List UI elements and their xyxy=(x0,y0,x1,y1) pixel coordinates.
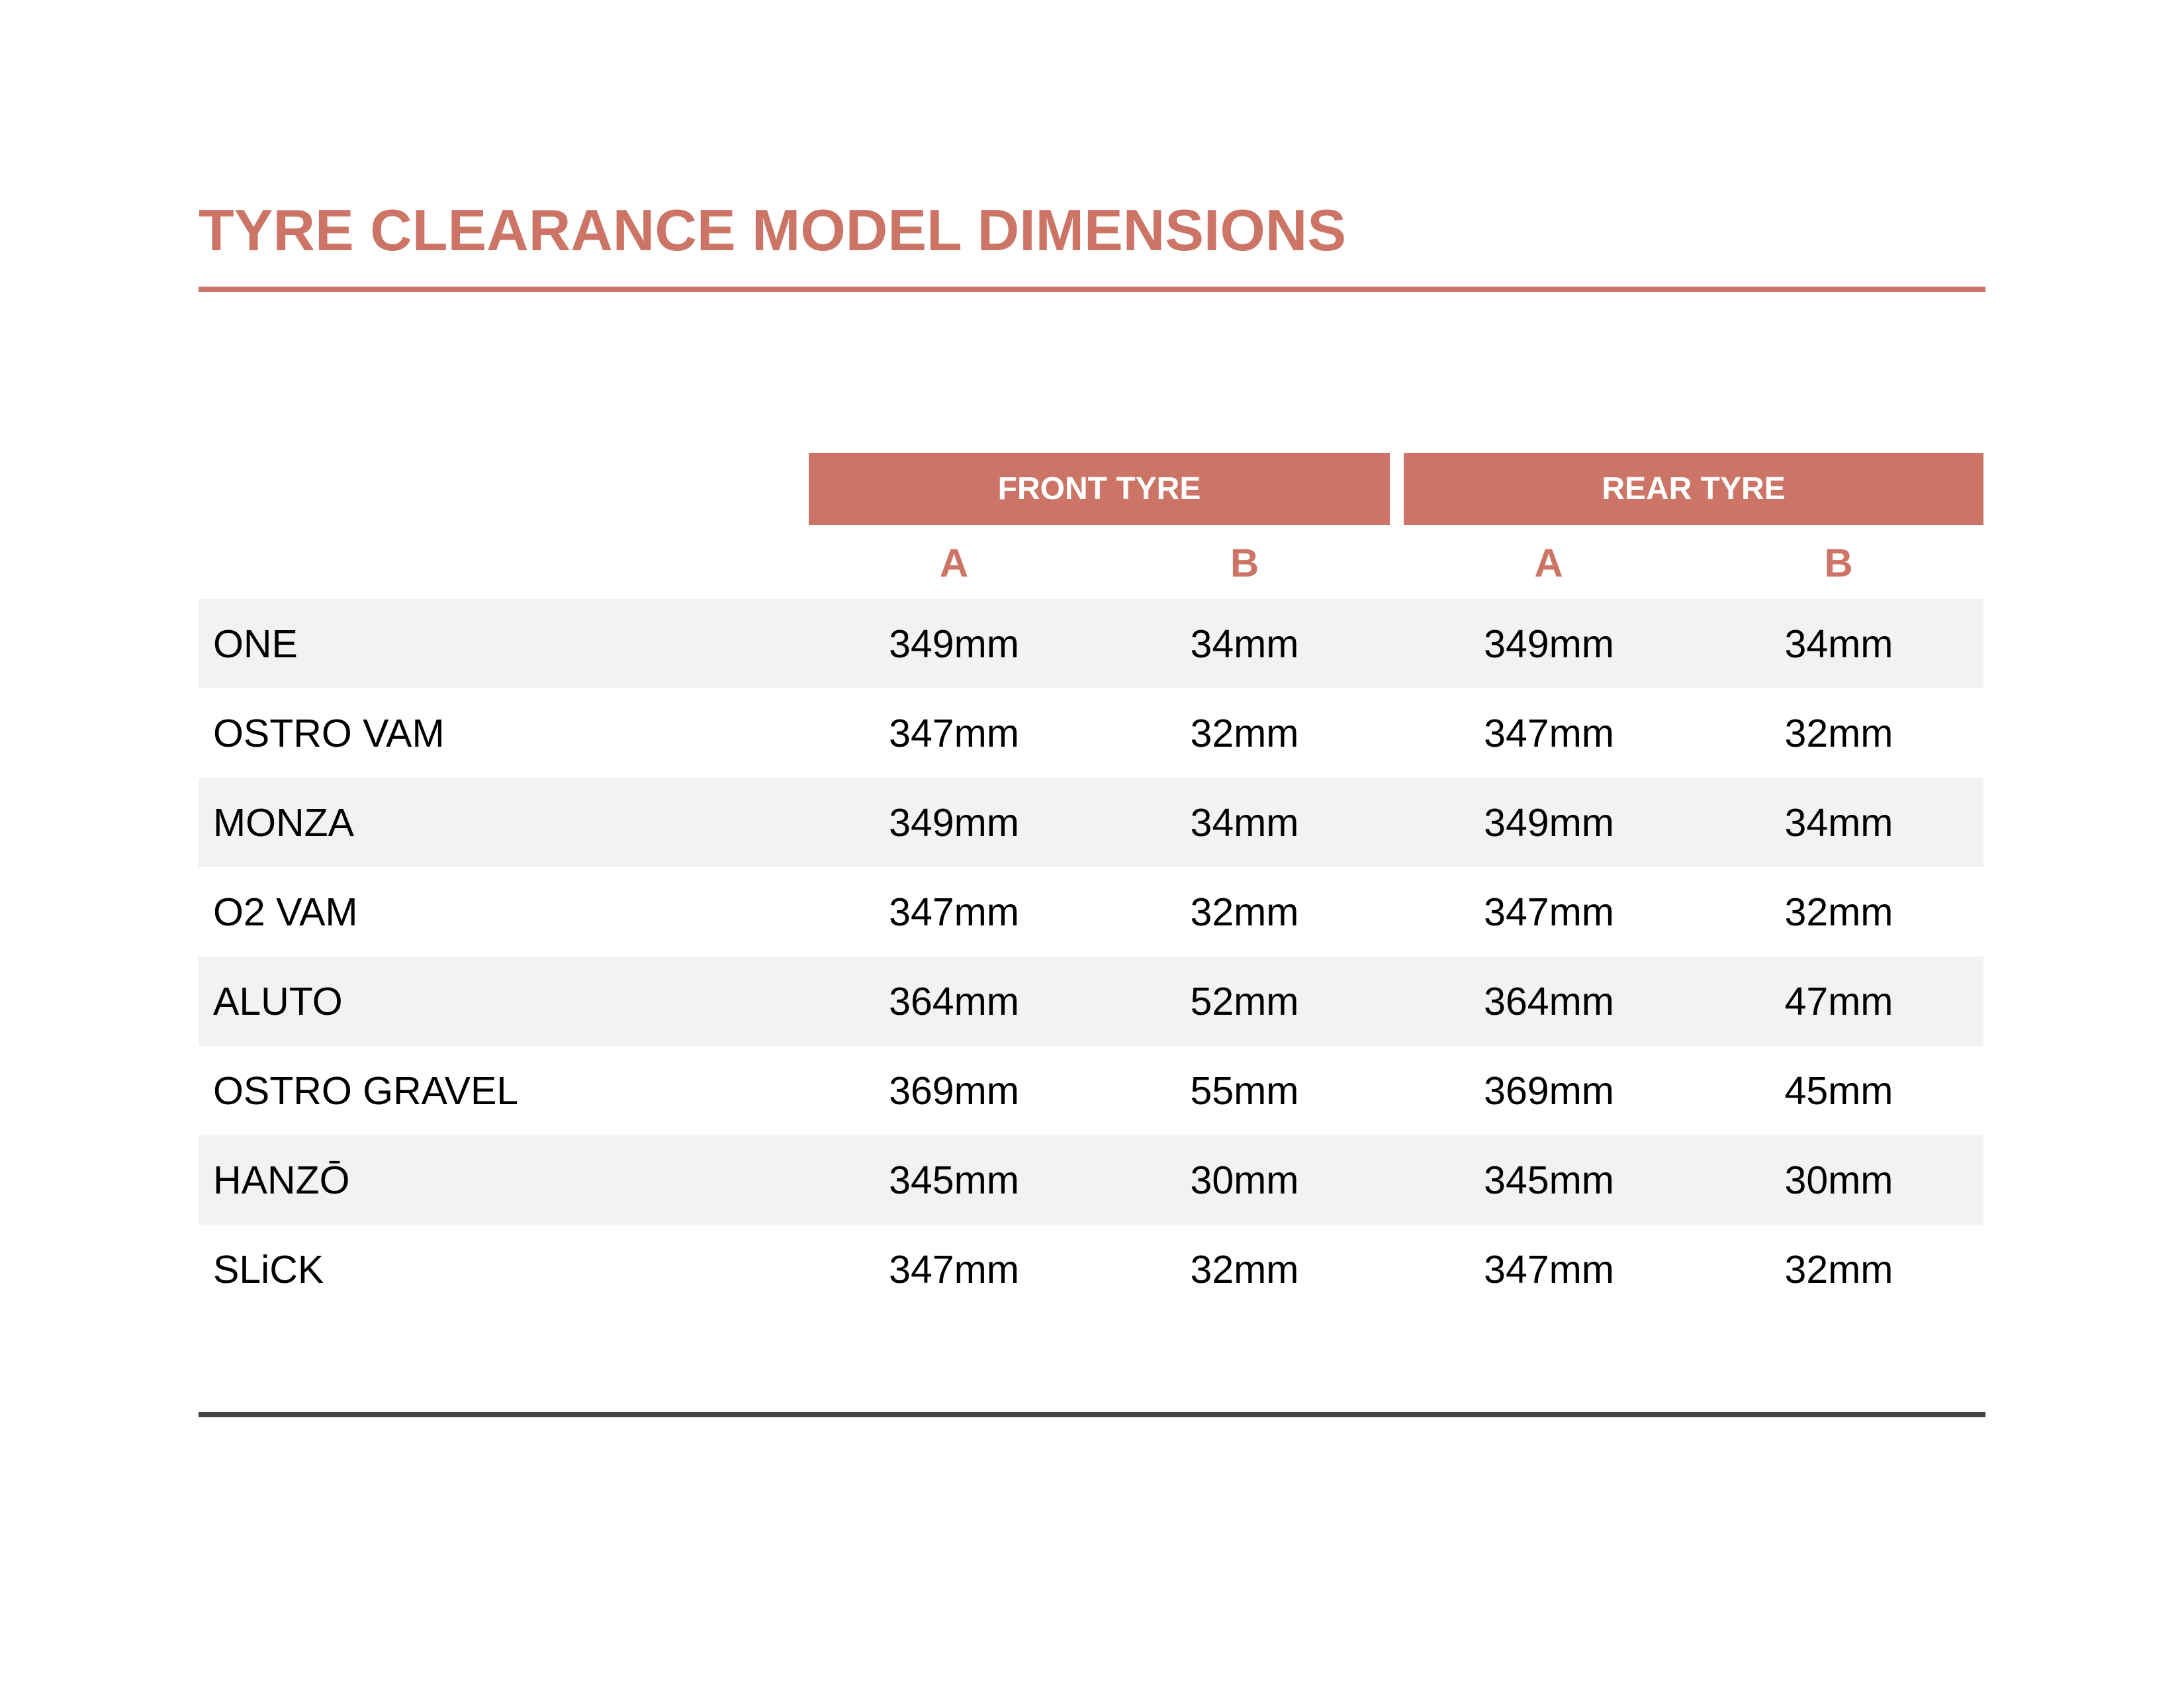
front-b-cell: 34mm xyxy=(1190,800,1299,845)
page-title: TYRE CLEARANCE MODEL DIMENSIONS xyxy=(199,197,1347,263)
table-row xyxy=(199,688,1983,778)
model-name-cell: ONE xyxy=(213,622,298,666)
rear-b-cell: 30mm xyxy=(1784,1158,1893,1202)
front-a-cell: 349mm xyxy=(889,800,1019,845)
rear-a-cell: 349mm xyxy=(1484,622,1614,666)
front-b-cell: 32mm xyxy=(1190,711,1299,755)
table-row xyxy=(199,599,1983,688)
front-tyre-group-header: FRONT TYRE xyxy=(809,453,1390,525)
front-b-cell: 32mm xyxy=(1190,890,1299,934)
front-b-cell: 32mm xyxy=(1190,1247,1299,1291)
rear-b-cell: 34mm xyxy=(1784,800,1893,845)
front-a-cell: 369mm xyxy=(889,1068,1019,1113)
front-b-cell: 34mm xyxy=(1190,622,1299,666)
rear-a-cell: 347mm xyxy=(1484,1247,1614,1291)
front-a-cell: 347mm xyxy=(889,1247,1019,1291)
rear-a-column-header: A xyxy=(1534,540,1563,585)
table-row xyxy=(199,867,1983,957)
front-b-cell: 30mm xyxy=(1190,1158,1299,1202)
front-a-column-header: A xyxy=(939,540,969,585)
model-name-cell: SLiCK xyxy=(213,1247,324,1291)
table-row xyxy=(199,1135,1983,1225)
rear-a-cell: 369mm xyxy=(1484,1068,1614,1113)
model-name-cell: MONZA xyxy=(213,800,355,845)
front-a-cell: 349mm xyxy=(889,622,1019,666)
rear-b-cell: 32mm xyxy=(1784,890,1893,934)
tyre-clearance-table xyxy=(199,599,1983,1314)
table-row xyxy=(199,957,1983,1046)
rear-b-cell: 32mm xyxy=(1784,1247,1893,1291)
front-b-cell: 55mm xyxy=(1190,1068,1299,1113)
rear-b-cell: 45mm xyxy=(1784,1068,1893,1113)
model-name-cell: OSTRO VAM xyxy=(213,711,445,755)
table-row xyxy=(199,1046,1983,1135)
front-a-cell: 347mm xyxy=(889,890,1019,934)
model-name-cell: HANZŌ xyxy=(213,1158,350,1202)
title-underline-divider xyxy=(199,287,1985,292)
bottom-divider xyxy=(199,1412,1985,1417)
rear-a-cell: 347mm xyxy=(1484,711,1614,755)
rear-tyre-group-header: REAR TYRE xyxy=(1404,453,1983,525)
rear-b-cell: 32mm xyxy=(1784,711,1893,755)
model-name-cell: OSTRO GRAVEL xyxy=(213,1068,519,1113)
rear-a-cell: 345mm xyxy=(1484,1158,1614,1202)
rear-b-cell: 47mm xyxy=(1784,979,1893,1023)
rear-b-column-header: B xyxy=(1824,540,1853,585)
model-name-cell: O2 VAM xyxy=(213,890,358,934)
front-b-cell: 52mm xyxy=(1190,979,1299,1023)
rear-b-cell: 34mm xyxy=(1784,622,1893,666)
table-row xyxy=(199,778,1983,867)
model-name-cell: ALUTO xyxy=(213,979,343,1023)
table-row xyxy=(199,1225,1983,1314)
front-a-cell: 364mm xyxy=(889,979,1019,1023)
front-a-cell: 345mm xyxy=(889,1158,1019,1202)
rear-a-cell: 349mm xyxy=(1484,800,1614,845)
rear-a-cell: 347mm xyxy=(1484,890,1614,934)
front-a-cell: 347mm xyxy=(889,711,1019,755)
rear-a-cell: 364mm xyxy=(1484,979,1614,1023)
front-b-column-header: B xyxy=(1230,540,1259,585)
